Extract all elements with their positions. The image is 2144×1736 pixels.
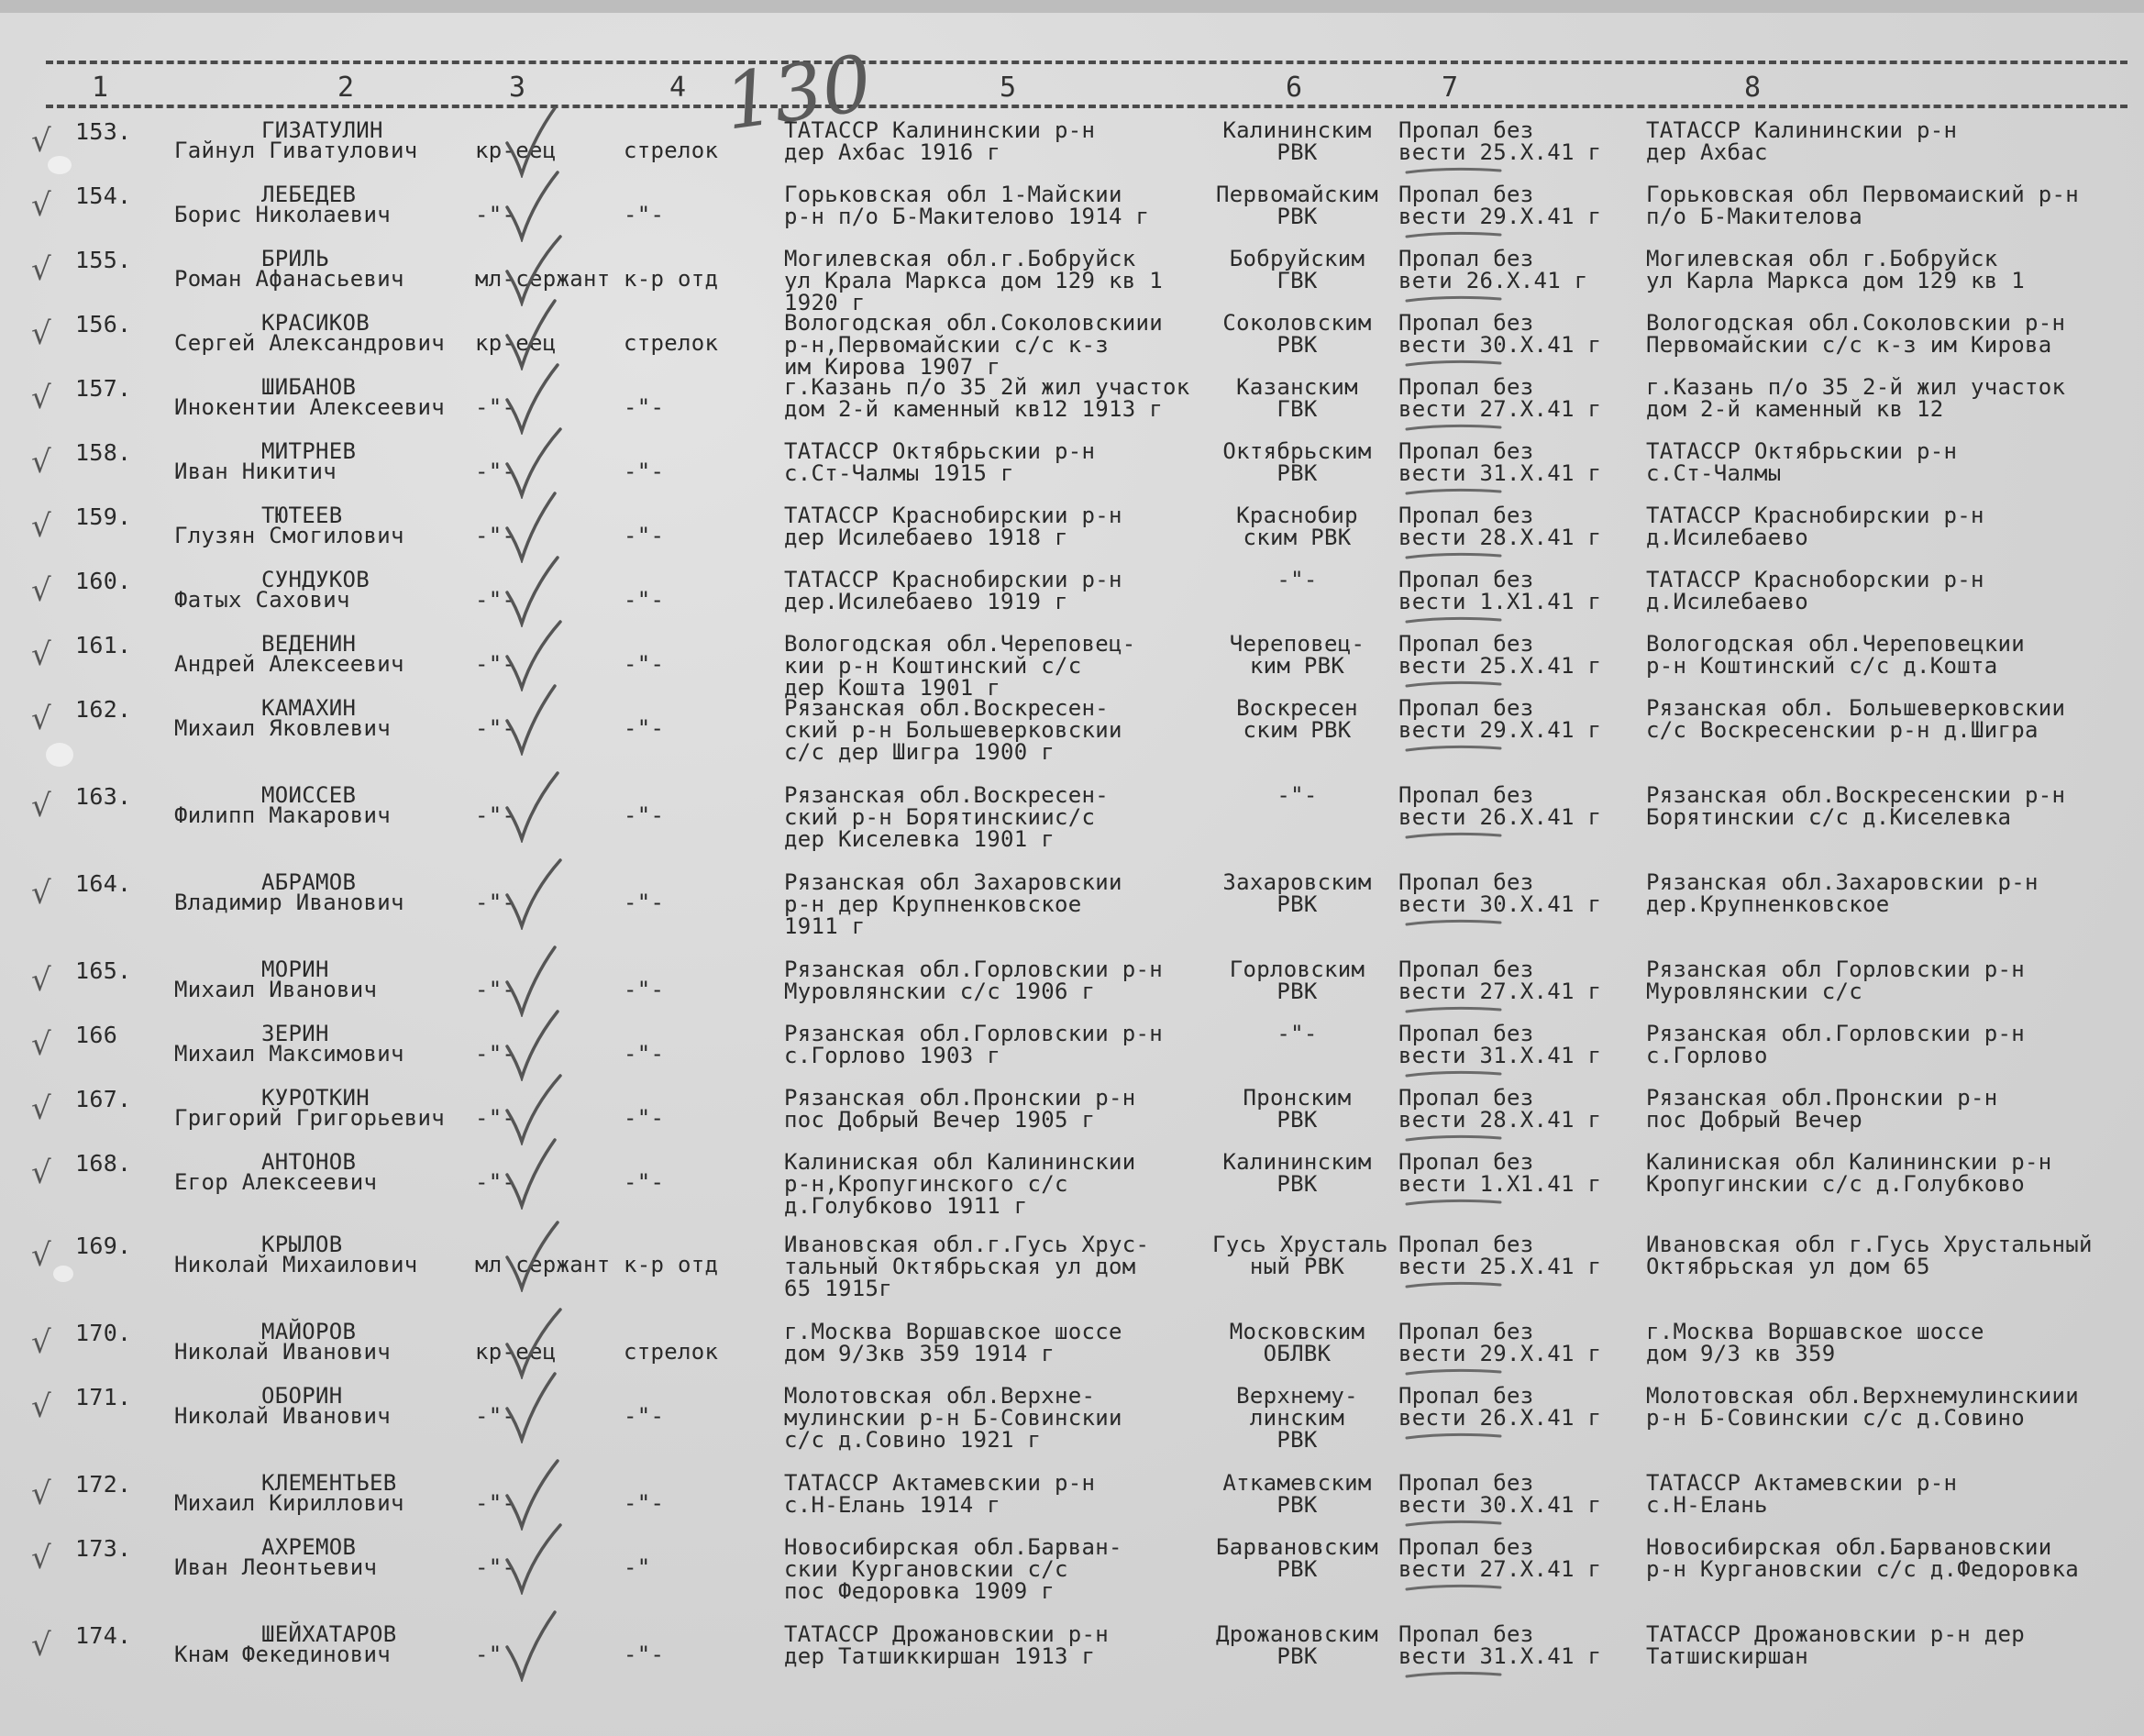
family-address: Рязанская обл Горловскии р-н Муровлянскии с/с: [1646, 956, 2025, 1004]
fate: Пропал без вести 27.Х.41 г: [1398, 956, 1602, 1004]
family-address: ТАТАССР Краснобирскии р-н д.Исилебаево: [1646, 503, 1984, 550]
position: стрелок: [624, 1339, 719, 1365]
position: -"-: [624, 977, 665, 1002]
pencil-underline: [1403, 1431, 1504, 1442]
record-number: 163.: [75, 783, 132, 810]
surname: АНТОНОВ: [261, 1149, 357, 1175]
paper-stain: [53, 1266, 73, 1282]
table-row: [0, 1321, 2144, 1385]
record-number: 153.: [75, 118, 132, 145]
column-number-2: 2: [337, 72, 355, 104]
fate: Пропал без вести 29.Х.41 г: [1398, 182, 1602, 229]
position: стрелок: [624, 330, 719, 356]
pencil-underline: [1403, 743, 1504, 754]
birth-place: Калиниская обл Калининскии р-н,Кропугинского с/с д.Голубково 1911 г: [784, 1149, 1136, 1219]
position: -"-: [624, 1490, 665, 1516]
military-rank: мл-сержант: [475, 266, 611, 292]
table-row: [0, 631, 2144, 701]
surname: ЗЕРИН: [261, 1021, 329, 1046]
table-row: [0, 1472, 2144, 1536]
given-name: Егор Алексеевич: [174, 1169, 378, 1195]
family-address: Рязанская обл.Захаровскии р-н дер.Крупненковское: [1646, 869, 2039, 917]
fate: Пропал без вести 31.Х.41 г: [1398, 438, 1602, 486]
pencil-underline: [1403, 917, 1504, 928]
surname: ОБОРИН: [261, 1383, 343, 1409]
position: -"-: [624, 587, 665, 613]
given-name: Инокентии Алексеевич: [174, 394, 445, 420]
military-rank: -"-: [475, 1105, 516, 1131]
handwritten-check-icon: [500, 680, 564, 756]
table-row: [0, 1534, 2144, 1604]
record-number: 160.: [75, 568, 132, 594]
record-number: 159.: [75, 503, 132, 530]
conscription-office: Калининским РВК: [1222, 1149, 1372, 1197]
birth-place: ТАТАССР Краснобирскии р-н дер Исилебаево 1918 г: [784, 503, 1122, 550]
checkmark-icon: √: [31, 444, 51, 481]
given-name: Николай Иванович: [174, 1403, 391, 1429]
fate: Пропал без вести 26.Х.41 г: [1398, 782, 1602, 830]
surname: АХРЕМОВ: [261, 1534, 357, 1560]
column-number-6: 6: [1286, 72, 1303, 104]
pencil-underline: [1403, 1366, 1504, 1377]
family-address: Рязанская обл.Горловскии р-н с.Горлово: [1646, 1021, 2025, 1068]
fate: Пропал без вести 25.Х.41 г: [1398, 631, 1602, 679]
given-name: Роман Афанасьевич: [174, 266, 404, 292]
fate: Пропал без вести 30.Х.41 г: [1398, 1470, 1602, 1518]
table-row: [0, 183, 2144, 248]
birth-place: Рязанская обл.Пронскии р-н пос Добрый Вечер 1905 г: [784, 1085, 1136, 1133]
given-name: Кнам Фекединович: [174, 1642, 391, 1667]
pencil-underline: [1403, 1004, 1504, 1015]
pencil-underline: [1403, 1582, 1504, 1593]
pencil-underline: [1403, 830, 1504, 841]
military-rank: -"-: [475, 1041, 516, 1067]
military-rank: кр-еец: [475, 138, 557, 163]
given-name: Иван Леонтьевич: [174, 1554, 378, 1580]
column-number-4: 4: [669, 72, 687, 104]
table-row: [0, 119, 2144, 183]
record-number: 172.: [75, 1471, 132, 1498]
conscription-office: Калининским РВК: [1222, 117, 1372, 165]
fate: Пропал без вести 29.Х.41 г: [1398, 695, 1602, 743]
checkmark-icon: √: [31, 701, 51, 737]
record-number: 173.: [75, 1535, 132, 1562]
pencil-underline: [1403, 550, 1504, 561]
family-address: Рязанская обл.Воскресенскии р-н Борятинскии с/с д.Киселевка: [1646, 782, 2066, 830]
birth-place: Рязанская обл.Воскресен- ский р-н Борятинскиис/с дер Киселевка 1901 г: [784, 782, 1109, 852]
military-rank: -": [475, 1642, 503, 1667]
position: -"-: [624, 1105, 665, 1131]
conscription-office: -"-: [1276, 782, 1318, 808]
given-name: Михаил Иванович: [174, 977, 378, 1002]
conscription-office: Пронским РВК: [1243, 1085, 1352, 1133]
pencil-underline: [1403, 614, 1504, 625]
given-name: Михаил Яковлевич: [174, 715, 391, 741]
table-row: [0, 569, 2144, 633]
birth-place: ТАТАССР Актамевскии р-н с.Н-Елань 1914 г: [784, 1470, 1096, 1518]
family-address: ТАТАССР Октябрьскии р-н с.Ст-Чалмы: [1646, 438, 1958, 486]
table-row: [0, 782, 2144, 852]
column-number-3: 3: [509, 72, 526, 104]
given-name: Михаил Максимович: [174, 1041, 404, 1067]
fate: Пропал без вести 28.Х.41 г: [1398, 503, 1602, 550]
record-number: 161.: [75, 632, 132, 658]
handwritten-check-icon: [500, 1368, 564, 1443]
surname: МОИССЕВ: [261, 782, 357, 808]
surname: КЛЕМЕНТЬЕВ: [261, 1470, 397, 1496]
checkmark-icon: √: [31, 1388, 51, 1425]
fate: Пропал без вети 26.Х.41 г: [1398, 246, 1588, 293]
position: -"-: [624, 1403, 665, 1429]
fate: Пропал без вести 25.Х.41 г: [1398, 117, 1602, 165]
position: -": [624, 1554, 651, 1580]
checkmark-icon: √: [31, 123, 51, 160]
handwritten-check-icon: [500, 1134, 564, 1210]
checkmark-icon: √: [31, 875, 51, 912]
given-name: Гайнул Гиватулович: [174, 138, 418, 163]
family-address: ТАТАССР Красноборскии р-н д.Исилебаево: [1646, 567, 1984, 614]
column-number-8: 8: [1744, 72, 1762, 104]
military-rank: -"-: [475, 1490, 516, 1516]
record-number: 164.: [75, 870, 132, 897]
surname: ЛЕБЕДЕВ: [261, 182, 357, 207]
fate: Пропал без вести 31.Х.41 г: [1398, 1621, 1602, 1669]
family-address: Рязанская обл.Пронскии р-н пос Добрый Вечер: [1646, 1085, 1998, 1133]
checkmark-icon: √: [31, 1540, 51, 1576]
position: к-р отд: [624, 266, 719, 292]
checkmark-icon: √: [31, 1627, 51, 1664]
table-row: [0, 246, 2144, 315]
record-number: 158.: [75, 439, 132, 466]
table-row: [0, 695, 2144, 765]
column-number-5: 5: [1000, 72, 1017, 104]
paper-stain: [46, 743, 73, 767]
record-number: 155.: [75, 247, 132, 273]
conscription-office: Дрожановским РВК: [1216, 1621, 1378, 1669]
handwritten-check-icon: [500, 855, 564, 930]
conscription-office: Воскресен ским РВК: [1236, 695, 1358, 743]
pencil-underline: [1403, 1068, 1504, 1079]
family-address: Вологодская обл.Соколовскии р-н Первомайскии с/с к-з им Кирова: [1646, 310, 2066, 358]
table-row: [0, 504, 2144, 569]
table-row: [0, 1232, 2144, 1301]
surname: ШИБАНОВ: [261, 374, 357, 400]
position: -"-: [624, 1169, 665, 1195]
table-row: [0, 958, 2144, 1023]
conscription-office: -"-: [1276, 1021, 1318, 1046]
family-address: г.Казань п/о 35 2-й жил участок дом 2-й каменный кв 12: [1646, 374, 2066, 422]
table-row: [0, 1023, 2144, 1087]
conscription-office: Череповец- ким РВК: [1229, 631, 1365, 679]
position: стрелок: [624, 138, 719, 163]
family-address: ТАТАССР Дрожановскии р-н дер Татшискиршан: [1646, 1621, 2025, 1669]
conscription-office: Аткамевским РВК: [1222, 1470, 1372, 1518]
birth-place: Рязанская обл.Воскресен- ский р-н Большеверковскии с/с дер Шигра 1900 г: [784, 695, 1122, 765]
military-rank: -"-: [475, 977, 516, 1002]
pencil-underline: [1403, 358, 1504, 369]
military-rank: -"-: [475, 715, 516, 741]
pencil-underline: [1403, 1518, 1504, 1529]
military-rank: кр-еец: [475, 1339, 557, 1365]
record-number: 169.: [75, 1233, 132, 1259]
family-address: Вологодская обл.Череповецкии р-н Коштинский с/с д.Кошта: [1646, 631, 2025, 679]
given-name: Михаил Кириллович: [174, 1490, 404, 1516]
fate: Пропал без вести 1.Х1.41 г: [1398, 1149, 1602, 1197]
surname: МИТРНЕВ: [261, 438, 357, 464]
pencil-underline: [1403, 1279, 1504, 1290]
fate: Пропал без вести 30.Х.41 г: [1398, 310, 1602, 358]
conscription-office: Горловским РВК: [1229, 956, 1365, 1004]
table-row: [0, 869, 2144, 939]
checkmark-icon: √: [31, 636, 51, 673]
surname: ВЕДЕНИН: [261, 631, 357, 657]
header-rule-bottom: [46, 105, 2127, 108]
surname: МАЙОРОВ: [261, 1319, 357, 1344]
surname: ТЮТЕЕВ: [261, 503, 343, 528]
record-number: 166: [75, 1022, 118, 1048]
record-number: 154.: [75, 182, 132, 209]
military-rank: -"-: [475, 587, 516, 613]
position: -"-: [624, 802, 665, 828]
record-number: 157.: [75, 375, 132, 402]
position: -"-: [624, 890, 665, 915]
family-address: Новосибирская обл.Барвановскии р-н Кургановскии с/с д.Федоровка: [1646, 1534, 2079, 1582]
surname: КАМАХИН: [261, 695, 357, 721]
family-address: Горьковская обл Первомаиский р-н п/о Б-Макителова: [1646, 182, 2079, 229]
birth-place: Молотовская обл.Верхне- мулинскии р-н Б-Совинскии с/с д.Совино 1921 г: [784, 1383, 1122, 1453]
conscription-office: Захаровским РВК: [1222, 869, 1372, 917]
surname: АБРАМОВ: [261, 869, 357, 895]
given-name: Сергей Александрович: [174, 330, 445, 356]
fate: Пропал без вести 27.Х.41 г: [1398, 374, 1602, 422]
pencil-underline: [1403, 679, 1504, 690]
handwritten-check-icon: [500, 768, 564, 843]
military-rank: -"-: [475, 523, 516, 548]
conscription-office: Бобруйским ГВК: [1229, 246, 1365, 293]
fate: Пропал без вести 30.Х.41 г: [1398, 869, 1602, 917]
fate: Пропал без вести 31.Х.41 г: [1398, 1021, 1602, 1068]
table-row: [0, 310, 2144, 380]
birth-place: Вологодская обл.Череповец- кии р-н Коштинский с/с дер Кошта 1901 г: [784, 631, 1136, 701]
header-rule-top: [46, 61, 2127, 64]
table-row: [0, 1149, 2144, 1219]
checkmark-icon: √: [31, 315, 51, 352]
military-rank: кр-еец: [475, 330, 557, 356]
surname: ШЕЙХАТАРОВ: [261, 1621, 397, 1647]
table-row: [0, 376, 2144, 440]
checkmark-icon: √: [31, 1324, 51, 1361]
position: -"-: [624, 202, 665, 227]
table-row: [0, 440, 2144, 504]
given-name: Григорий Григорьевич: [174, 1105, 445, 1131]
position: -"-: [624, 651, 665, 677]
scan-top-edge: [0, 0, 2144, 13]
surname: КРАСИКОВ: [261, 310, 370, 336]
military-rank: -"-: [475, 802, 516, 828]
birth-place: Горьковская обл 1-Майскии р-н п/о Б-Макителово 1914 г: [784, 182, 1150, 229]
conscription-office: Казанским ГВК: [1236, 374, 1358, 422]
family-address: Могилевская обл г.Бобруйск ул Карла Маркса дом 129 кв 1: [1646, 246, 2025, 293]
family-address: Рязанская обл. Большеверковскии с/с Воскресенскии р-н д.Шигра: [1646, 695, 2066, 743]
conscription-office: Октябрьским РВК: [1222, 438, 1372, 486]
record-number: 168.: [75, 1150, 132, 1177]
fate: Пропал без вести 26.Х.41 г: [1398, 1383, 1602, 1431]
table-row: [0, 1087, 2144, 1151]
pencil-underline: [1403, 229, 1504, 240]
surname: КУРОТКИН: [261, 1085, 370, 1111]
surname: КРЫЛОВ: [261, 1232, 343, 1257]
pencil-underline: [1403, 1197, 1504, 1208]
checkmark-icon: √: [31, 187, 51, 224]
surname: БРИЛЬ: [261, 246, 329, 271]
family-address: Ивановская обл г.Гусь Хрустальный Октябрьская ул дом 65: [1646, 1232, 2093, 1279]
birth-place: ТАТАССР Дрожановскии р-н дер Татшиккиршан 1913 г: [784, 1621, 1109, 1669]
record-number: 171.: [75, 1384, 132, 1410]
column-number-7: 7: [1442, 72, 1459, 104]
birth-place: Рязанская обл Захаровскии р-н дер Крупненковское 1911 г: [784, 869, 1122, 939]
family-address: Калиниская обл Калининскии р-н Кропугинскии с/с д.Голубково: [1646, 1149, 2052, 1197]
birth-place: Ивановская обл.г.Гусь Хрус- тальный Октябрьская ул дом 65 1915г: [784, 1232, 1150, 1301]
conscription-office: -"-: [1276, 567, 1318, 592]
family-address: ТАТАССР Калининскии р-н дер Ахбас: [1646, 117, 1958, 165]
checkmark-icon: √: [31, 1090, 51, 1127]
checkmark-icon: √: [31, 380, 51, 416]
checkmark-icon: √: [31, 1026, 51, 1063]
pencil-underline: [1403, 293, 1504, 304]
given-name: Владимир Иванович: [174, 890, 404, 915]
pencil-underline: [1403, 486, 1504, 497]
column-number-1: 1: [92, 72, 109, 104]
birth-place: Могилевская обл.г.Бобруйск ул Крала Маркса дом 129 кв 1 1920 г: [784, 246, 1163, 315]
record-number: 174.: [75, 1622, 132, 1649]
military-rank: мл сержант: [475, 1252, 611, 1277]
conscription-office: Барвановским РВК: [1216, 1534, 1378, 1582]
birth-place: Вологодская обл.Соколовскиии р-н,Первомайскии с/с к-з им Кирова 1907 г: [784, 310, 1163, 380]
pencil-underline: [1403, 1669, 1504, 1680]
birth-place: ТАТАССР Калининскии р-н дер Ахбас 1916 г: [784, 117, 1096, 165]
position: -"-: [624, 715, 665, 741]
checkmark-icon: √: [31, 1476, 51, 1512]
conscription-office: Соколовским РВК: [1222, 310, 1372, 358]
given-name: Филипп Макарович: [174, 802, 391, 828]
fate: Пропал без вести 28.Х.41 г: [1398, 1085, 1602, 1133]
family-address: г.Москва Воршавское шоссе дом 9/3 кв 359: [1646, 1319, 1984, 1366]
position: -"-: [624, 523, 665, 548]
checkmark-icon: √: [31, 962, 51, 999]
position: -"-: [624, 394, 665, 420]
given-name: Николай Иванович: [174, 1339, 391, 1365]
military-rank: -"-: [475, 1554, 516, 1580]
military-rank: -"-: [475, 890, 516, 915]
record-number: 165.: [75, 957, 132, 984]
military-rank: -"-: [475, 394, 516, 420]
position: к-р отд: [624, 1252, 719, 1277]
checkmark-icon: √: [31, 251, 51, 288]
conscription-office: Верхнему- линским РВК: [1236, 1383, 1358, 1453]
checkmark-icon: √: [31, 572, 51, 609]
birth-place: Рязанская обл.Горловскии р-н Муровлянскии с/с 1906 г: [784, 956, 1163, 1004]
position: -"-: [624, 1642, 665, 1667]
given-name: Иван Никитич: [174, 459, 337, 484]
military-rank: -"-: [475, 651, 516, 677]
birth-place: Рязанская обл.Горловскии р-н с.Горлово 1903 г: [784, 1021, 1163, 1068]
fate: Пропал без вести 25.Х.41 г: [1398, 1232, 1602, 1279]
fate: Пропал без вести 29.Х.41 г: [1398, 1319, 1602, 1366]
given-name: Глузян Смогилович: [174, 523, 404, 548]
record-number: 167.: [75, 1086, 132, 1112]
given-name: Николай Михаилович: [174, 1252, 418, 1277]
surname: МОРИН: [261, 956, 329, 982]
position: -"-: [624, 1041, 665, 1067]
record-number: 170.: [75, 1320, 132, 1346]
birth-place: г.Москва Воршавское шоссе дом 9/3кв 359 1914 г: [784, 1319, 1122, 1366]
record-number: 156.: [75, 311, 132, 337]
family-address: Молотовская обл.Верхнемулинскиии р-н Б-Совинскии с/с д.Совино: [1646, 1383, 2079, 1431]
family-address: ТАТАССР Актамевскии р-н с.Н-Елань: [1646, 1470, 1958, 1518]
fate: Пропал без вести 1.Х1.41 г: [1398, 567, 1602, 614]
military-rank: -"-: [475, 459, 516, 484]
fate: Пропал без вести 27.Х.41 г: [1398, 1534, 1602, 1582]
conscription-office: Первомайским РВК: [1216, 182, 1378, 229]
checkmark-icon: √: [31, 508, 51, 545]
birth-place: Новосибирская обл.Барван- скии Кургановскии с/с пос Федоровка 1909 г: [784, 1534, 1122, 1604]
handwritten-check-icon: [500, 1217, 564, 1292]
military-rank: -"-: [475, 1169, 516, 1195]
paper-stain: [48, 156, 72, 174]
military-rank: -"-: [475, 202, 516, 227]
table-row: [0, 1383, 2144, 1453]
birth-place: ТАТАССР Краснобирскии р-н дер.Исилебаево 1919 г: [784, 567, 1122, 614]
given-name: Андрей Алексеевич: [174, 651, 404, 677]
position: -"-: [624, 459, 665, 484]
checkmark-icon: √: [31, 788, 51, 824]
record-number: 162.: [75, 696, 132, 723]
checkmark-icon: √: [31, 1237, 51, 1274]
surname: ГИЗАТУЛИН: [261, 117, 383, 143]
conscription-office: Московским ОБЛВК: [1229, 1319, 1365, 1366]
sheet-number-stamp: 130: [718, 38, 878, 148]
conscription-office: Краснобир ским РВК: [1236, 503, 1358, 550]
given-name: Борис Николаевич: [174, 202, 391, 227]
pencil-underline: [1403, 1133, 1504, 1144]
birth-place: г.Казань п/о 35 2й жил участок дом 2-й каменный кв12 1913 г: [784, 374, 1190, 422]
conscription-office: Гусь Хрусталь ный РВК: [1212, 1232, 1388, 1279]
birth-place: ТАТАССР Октябрьскии р-н с.Ст-Чалмы 1915 г: [784, 438, 1096, 486]
pencil-underline: [1403, 165, 1504, 176]
handwritten-check-icon: [500, 1607, 564, 1682]
pencil-underline: [1403, 422, 1504, 433]
given-name: Фатых Сахович: [174, 587, 350, 613]
handwritten-check-icon: [500, 1520, 564, 1595]
surname: СУНДУКОВ: [261, 567, 370, 592]
military-rank: -"-: [475, 1403, 516, 1429]
table-row: [0, 1623, 2144, 1687]
checkmark-icon: √: [31, 1155, 51, 1191]
